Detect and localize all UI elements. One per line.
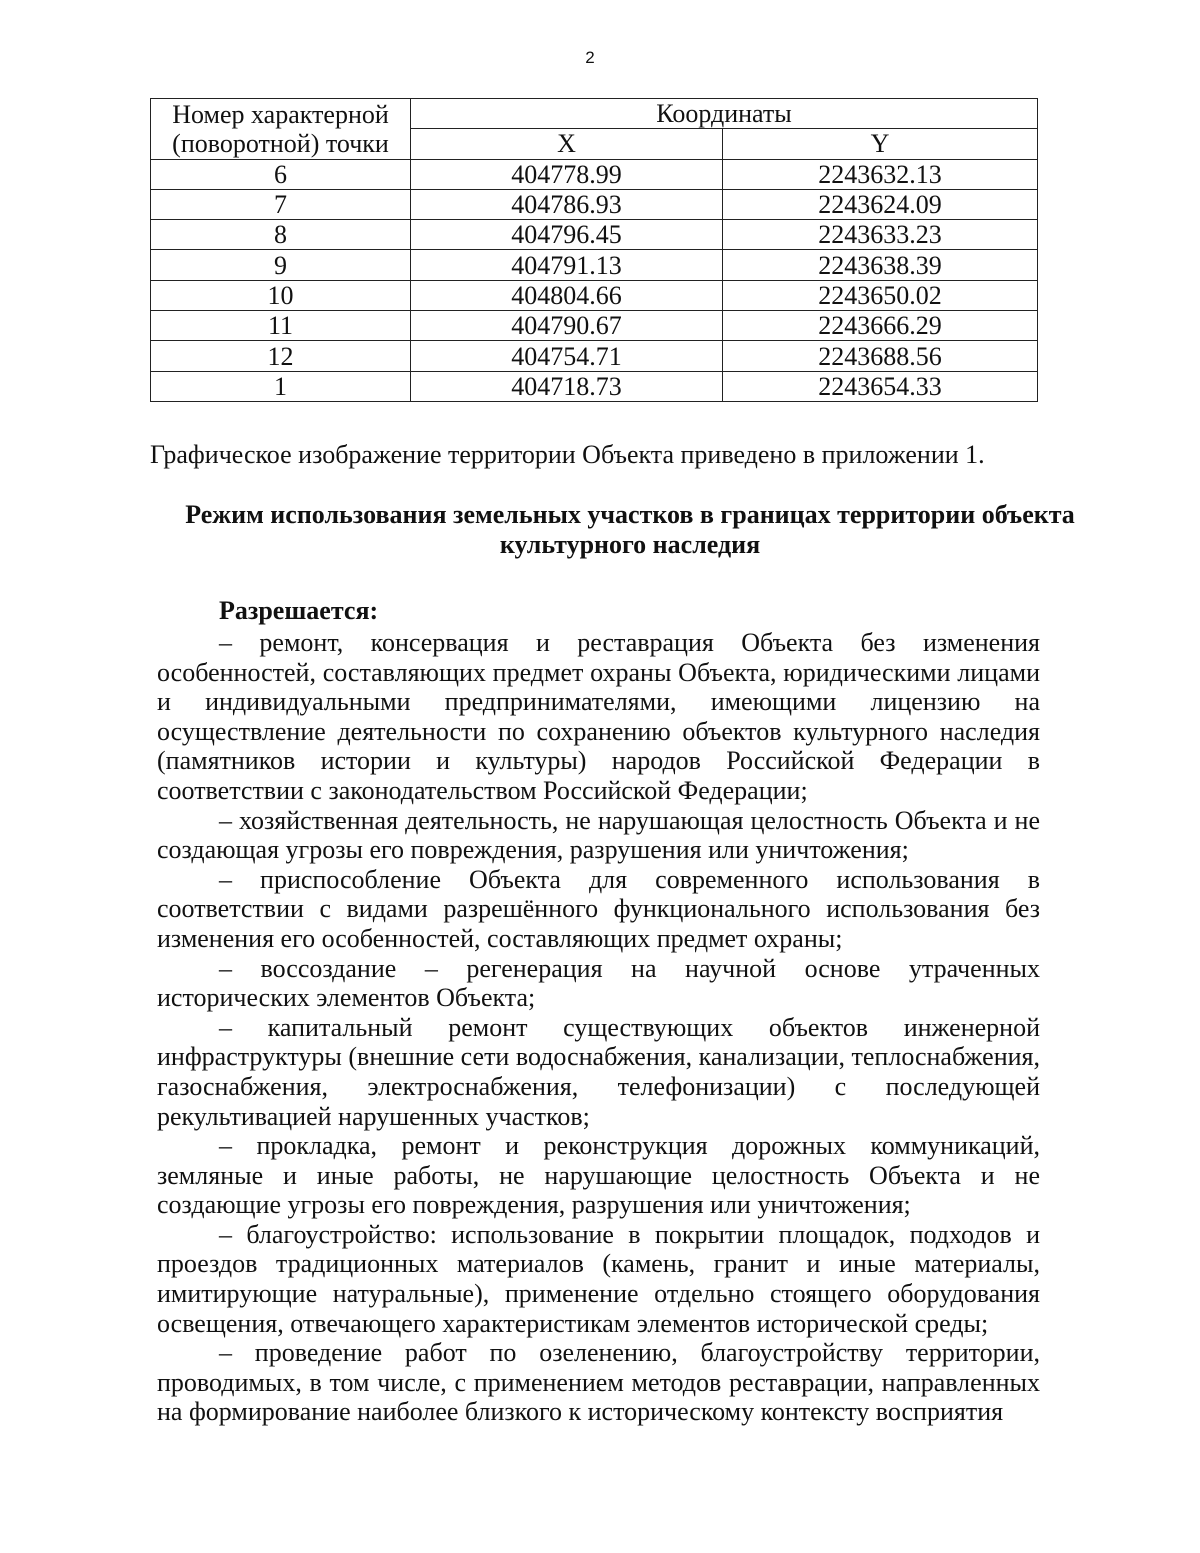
header-x: X [411,129,723,159]
list-item: – ремонт, консервация и реставрация Объекта без изменения особенностей, составляющих предмет охраны Объекта, юридическими лицами и индивидуальными предпринимателями, имеющими лицензию на осуществление деятельности по сохранению объектов культурного наследия (памятников истории и культуры) народов Российской Федерации в соответствии с законодательством Российской Федерации; [157,628,1040,805]
list-item: – прокладка, ремонт и реконструкция дорожных коммуникаций, земляные и иные работы, не нарушающие целостность Объекта и не создающие угрозы его повреждения, разрушения или уничтожения; [157,1131,1040,1220]
cell-x: 404754.71 [411,341,723,371]
cell-point: 6 [151,159,411,189]
cell-y: 2243654.33 [723,371,1038,401]
cell-y: 2243624.09 [723,189,1038,219]
cell-x: 404790.67 [411,311,723,341]
caption: Графическое изображение территории Объекта приведено в приложении 1. [150,440,985,469]
cell-x: 404804.66 [411,280,723,310]
body-text [157,628,1040,1427]
cell-point: 9 [151,250,411,280]
table-row [151,280,1038,310]
cell-y: 2243650.02 [723,280,1038,310]
table-row [151,189,1038,219]
cell-point: 12 [151,341,411,371]
section-title: Режим использования земельных участков в границах территории объекта культурного наследия [185,500,1075,559]
header-y: Y [723,129,1038,159]
cell-x: 404791.13 [411,250,723,280]
cell-point: 7 [151,189,411,219]
cell-x: 404796.45 [411,220,723,250]
coordinates-table [150,98,1038,402]
header-point-number: Номер характерной (поворотной) точки [151,99,411,160]
cell-x: 404718.73 [411,371,723,401]
cell-y: 2243632.13 [723,159,1038,189]
list-item: – воссоздание – регенерация на научной основе утраченных исторических элементов Объекта; [157,953,1040,1013]
cell-point: 10 [151,280,411,310]
table-row [151,220,1038,250]
table-row [151,311,1038,341]
list-item: – капитальный ремонт существующих объектов инженерной инфраструктуры (внешние сети водоснабжения, канализации, теплоснабжения, газоснабжения, электроснабжения, телефонизации) с последующей рекультивацией нарушенных участков; [157,1012,1040,1131]
allowed-label: Разрешается: [219,596,379,625]
header-coordinates: Координаты [411,99,1038,129]
cell-y: 2243633.23 [723,220,1038,250]
list-item: – хозяйственная деятельность, не нарушающая целостность Объекта и не создающая угрозы его повреждения, разрушения или уничтожения; [157,805,1040,865]
table-header-row [151,99,1038,129]
table-row [151,159,1038,189]
list-item: – проведение работ по озеленению, благоустройству территории, проводимых, в том числе, с применением методов реставрации, направленных на формирование наиболее близкого к историческому контексту восприятия [157,1338,1040,1427]
cell-y: 2243688.56 [723,341,1038,371]
cell-x: 404786.93 [411,189,723,219]
table-row [151,341,1038,371]
cell-point: 1 [151,371,411,401]
list-item: – благоустройство: использование в покрытии площадок, подходов и проездов традиционных материалов (камень, гранит и иные материалы, имитирующие натуральные), применение отдельно стоящего оборудования освещения, отвечающего характеристикам элементов исторической среды; [157,1219,1040,1338]
cell-y: 2243666.29 [723,311,1038,341]
cell-x: 404778.99 [411,159,723,189]
table-row [151,250,1038,280]
page-number: 2 [585,48,595,67]
cell-y: 2243638.39 [723,250,1038,280]
list-item: – приспособление Объекта для современного использования в соответствии с видами разрешённого функционального использования без изменения его особенностей, составляющих предмет охраны; [157,864,1040,953]
cell-point: 8 [151,220,411,250]
table-row [151,371,1038,401]
cell-point: 11 [151,311,411,341]
